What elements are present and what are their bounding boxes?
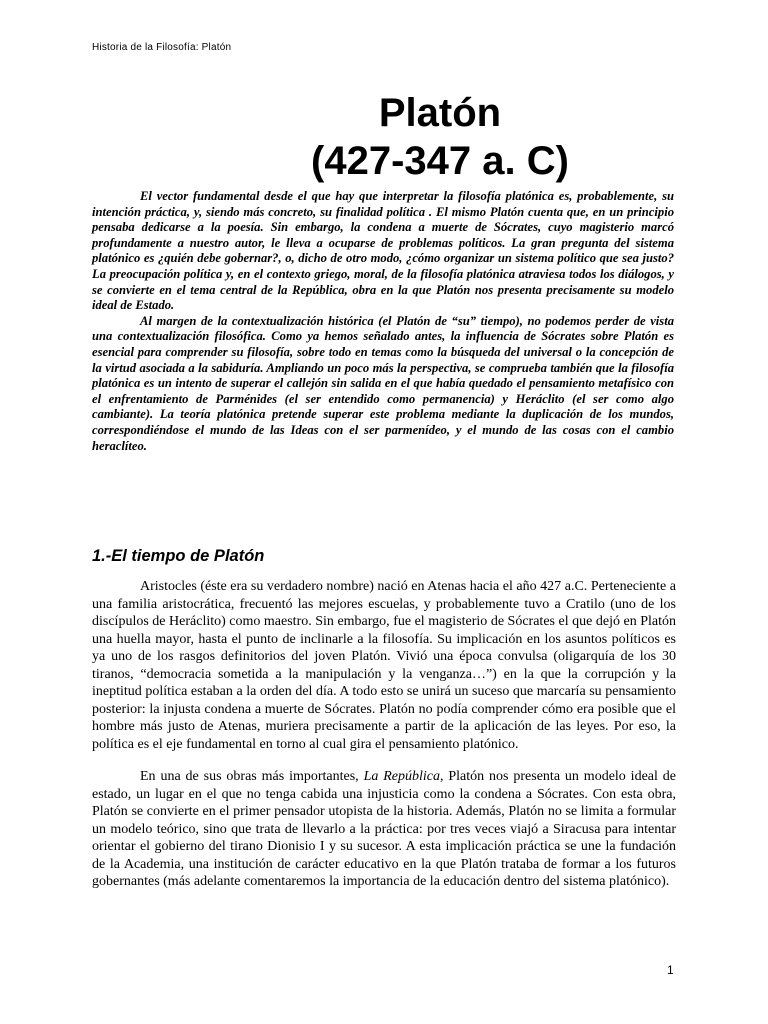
abstract-paragraph: El vector fundamental desde el que hay que interpretar la filosofía platónica es, probablemente, su intención práctica, y, siendo más concreto, su finalidad política . El mismo Platón cuenta que, en un principio pensaba dedicarse a la poesía. Sin embargo, la condena a muerte de Sócrates, cuyo magisterio marcó profundamente a nuestro autor, le lleva a ocuparse de problemas políticos. La gran pregunta del sistema platónico es ¿quién debe gobernar?, o, dicho de otro modo, ¿cómo organizar un sistema político que sea justo? La preocupación política y, en el contexto griego, moral, de la filosofía platónica atraviesa todos los diálogos, y se convierte en el tema central de la República, obra en la que Platón nos presenta precisamente su modelo ideal de Estado. [92,189,674,313]
section-heading: 1.-El tiempo de Platón [92,547,265,565]
page-number: 1 [667,963,674,977]
page-title: Platón [378,91,502,135]
body-paragraph [92,768,676,891]
page-subtitle-dates: (427-347 a. C) [311,139,569,183]
book-title: La República [363,769,440,784]
body-text-run: En una de sus obras más importantes, [140,769,364,784]
abstract [92,189,674,454]
body-text [92,578,676,906]
abstract-paragraph: Al margen de la contextualización histórica (el Platón de “su” tiempo), no podemos perder de vista una contextualización filosófica. Como ya hemos señalado antes, la influencia de Sócrates sobre Platón es esencial para comprender su filosofía, sobre todo en temas como la búsqueda del universal o la concepción de la virtud asociada a la sabiduría. Ampliando un poco más la perspectiva, se comprueba también que la filosofía platónica es un intento de superar el callejón sin salida en el que había quedado el pensamiento metafísico con el enfrentamiento de Parménides (el ser entendido como permanencia) y Heráclito (el ser como algo cambiante). La teoría platónica pretende superar este problema mediante la duplicación de los mundos, correspondiéndose el mundo de las Ideas con el ser parmenídeo, y el mundo de las cosas con el cambio heraclíteo. [92,313,674,453]
body-paragraph: Aristocles (éste era su verdadero nombre) nació en Atenas hacia el año 427 a.C. Perteneciente a una familia aristocrática, frecuentó las mejores escuelas, y probablemente tuvo a Cratilo (uno de los discípulos de Heráclito) como maestro. Sin embargo, fue el magisterio de Sócrates el que dejó en Platón una huella mayor, hasta el punto de inclinarle a la filosofía. Su implicación en los asuntos políticos es ya uno de los rasgos definitorios del joven Platón. Vivió una época convulsa (oligarquía de los 30 tiranos, “democracia sometida a la manipulación y la venganza…”) en la que la corrupción y la ineptitud política estaban a la orden del día. A todo esto se unirá un suceso que marcaría su pensamiento posterior: la injusta condena a muerte de Sócrates. Platón no podía comprender cómo era posible que el hombre más justo de Atenas, muriera precisamente a partir de la aplicación de las leyes. Por eso, la política es el eje fundamental en torno al cual gira el pensamiento platónico. [92,579,676,752]
body-text-run: , Platón nos presenta un modelo ideal de estado, un lugar en el que no tenga cabida una injusticia como la condena a Sócrates. Con esta obra, Platón se convierte en el primer pensador utopista de la historia. Además, Platón no se limita a formular un modelo teórico, sino que trata de llevarlo a la práctica: por tres veces viajó a Siracusa para intentar orientar el gobierno del tirano Dionisio I y su sucesor. A esta implicación práctica se une la fundación de la Academia, una institución de carácter educativo en la que Platón trataba de formar a los futuros gobernantes (más adelante comentaremos la importancia de la educación dentro del sistema platónico). [92,769,676,889]
running-header: Historia de la Filosofía: Platón [92,42,232,53]
